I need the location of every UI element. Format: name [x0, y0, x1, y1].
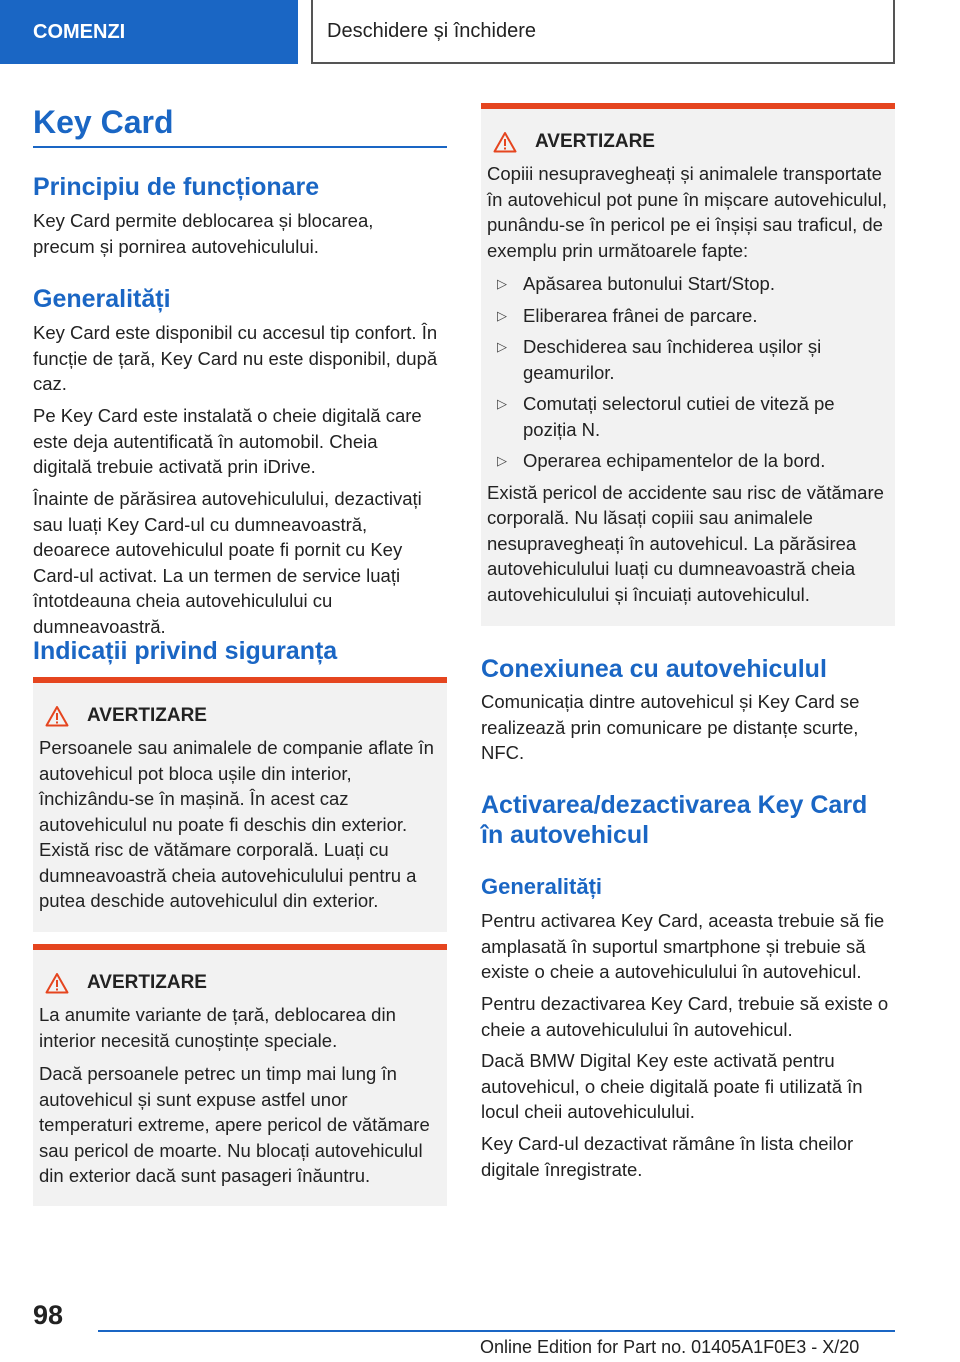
warning-box-1 — [33, 677, 447, 932]
generalitati-p1: Key Card este disponibil cu accesul tip confort. În funcție de țară, Key Card nu este disponibil, după caz. — [33, 322, 438, 394]
siguranta-heading: Indicații privind siguranța — [33, 637, 338, 665]
warning-triangle-icon — [45, 972, 69, 994]
footer-rule — [98, 1330, 895, 1332]
activarea-subheading: Generalități — [481, 874, 603, 899]
list-item: ▷ Apăsarea butonului Start/Stop. — [487, 271, 889, 297]
activarea-p1: Pentru activarea Key Card, aceasta trebuie să fie amplasată în suportul smartphone și trebuie să existe o cheie a autovehiculului în autovehicul. — [481, 910, 885, 982]
warning-text-1: La anumite variante de țară, deblocarea din interior necesită cunoștințe speciale. — [39, 1004, 396, 1051]
activarea-p4: Key Card-ul dezactivat rămâne în lista cheilor digitale înregistrate. — [481, 1133, 854, 1180]
warning-box-2 — [33, 944, 447, 1206]
activarea-p3: Dacă BMW Digital Key este activată pentru autovehicul, o cheie digitală poate fi utilizată în locul cheii autovehiculului. — [481, 1050, 863, 1122]
list-item: ▷ Deschiderea sau închiderea ușilor și geamurilor. — [497, 336, 822, 383]
warning-text-2: Dacă persoanele petrec un timp mai lung în autovehicul și sunt expuse astfel unor temperaturi extreme, apere pericol de vătămare sau pericol de moarte. Nu blocați autovehiculul din exterior dacă sunt pasageri înăuntru. — [39, 1063, 430, 1186]
warning-header — [39, 970, 441, 996]
conexiunea-text: Comunicația dintre autovehicul și Key Card se realizează prin comunicare pe distanțe scurte, NFC. — [481, 691, 860, 763]
title-rule — [33, 146, 447, 148]
triangle-bullet-icon: ▷ — [497, 339, 507, 354]
activarea-p2: Pentru dezactivarea Key Card, trebuie să existe o cheie a autovehiculului în autovehicul. — [481, 993, 889, 1040]
section-label: Deschidere și închidere — [327, 19, 536, 42]
warning-triangle-icon — [45, 705, 69, 727]
list-item: ▷ Operarea echipamentelor de la bord. — [487, 448, 889, 474]
conexiunea-heading: Conexiunea cu autovehiculul — [481, 655, 827, 683]
principiu-text: Key Card permite deblocarea și blocarea, precum și pornirea autovehiculului. — [33, 210, 374, 257]
principiu-heading: Principiu de funcționare — [33, 173, 320, 201]
edition-text: Online Edition for Part no. 01405A1F0E3 - X/20 — [480, 1337, 860, 1357]
warning-box-3 — [481, 103, 895, 626]
generalitati-heading: Generalități — [33, 285, 171, 313]
chapter-label: COMENZI — [33, 20, 126, 43]
warning-header — [39, 703, 441, 729]
triangle-bullet-icon: ▷ — [497, 396, 507, 411]
warning-label: AVERTIZARE — [87, 972, 207, 993]
triangle-bullet-icon: ▷ — [497, 453, 507, 468]
page-title: Key Card — [33, 104, 174, 140]
warning-list — [487, 271, 889, 474]
generalitati-p2: Pe Key Card este instalată o cheie digitală care este deja autentificată în automobil. Cheia digitală trebuie activată prin iDrive. — [33, 405, 422, 477]
chapter-tab[interactable] — [0, 0, 298, 64]
triangle-bullet-icon: ▷ — [497, 307, 507, 323]
triangle-bullet-icon: ▷ — [497, 276, 507, 291]
section-tab[interactable] — [311, 0, 895, 64]
warning-label: AVERTIZARE — [535, 131, 655, 152]
generalitati-p3: Înainte de părăsirea autovehiculului, dezactivați sau luați Key Card-ul cu dumneavoastră, deoarece autovehiculul poate fi pornit cu Key Card-ul activat. La un termen de service luați întotdeauna cheia autovehiculului cu dumneavoastră. — [33, 488, 422, 637]
activarea-heading: Activarea/dezactivarea Key Card în autovehicul — [481, 791, 868, 849]
warning-header — [487, 129, 889, 155]
warning-outro: Există pericol de accidente sau risc de vătămare corporală. Nu lăsați copiii sau animalele nesupravegheați în autovehicul. La părăsirea autovehiculului luați cu dumneavoastră cheia autovehiculului și încuiați autovehiculul. — [487, 481, 884, 605]
warning-text: Persoanele sau animalele de companie aflate în autovehicul pot bloca ușile din interior, închizându-se în mașină. În acest caz autovehiculul nu poate fi deschis din exterior. Există risc de vătămare corporală. Luați cu dumneavoastră cheia autovehiculului pentru a putea deschide autovehiculul din exterior. — [39, 737, 434, 911]
warning-triangle-icon — [493, 131, 517, 153]
warning-label: AVERTIZARE — [87, 705, 207, 726]
warning-intro: Copiii nesupravegheați și animalele transportate în autovehicul pot pune în mișcare autovehiculul, punându-se în pericol pe ei înșiși sau traficul, de exemplu prin următoarele fapte: — [487, 163, 888, 261]
list-item: ▷ Comutați selectorul cutiei de viteză pe poziția N. — [497, 393, 835, 440]
list-item: ▷ Eliberarea frânei de parcare. — [487, 303, 889, 329]
page-number: 98 — [33, 1300, 64, 1330]
